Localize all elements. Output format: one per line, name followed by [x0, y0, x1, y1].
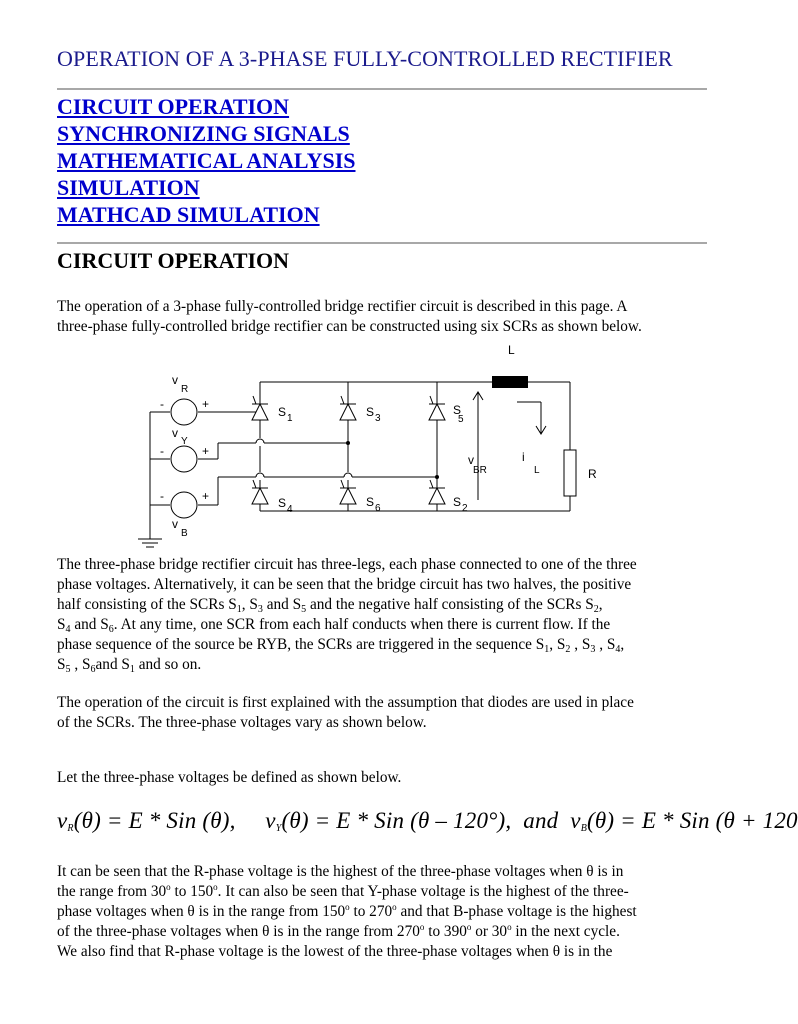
svg-text:B: B — [181, 528, 188, 539]
svg-text:BR: BR — [473, 465, 487, 476]
svg-text:3: 3 — [375, 413, 381, 424]
nav-link-synchronizing-signals[interactable]: SYNCHRONIZING SIGNALS — [57, 121, 350, 146]
resistor-label: R — [588, 467, 597, 481]
page-title: OPERATION OF A 3-PHASE FULLY-CONTROLLED RECTIFIER — [57, 46, 673, 71]
voltage-formula: $v_R(\theta) = E$ * Sin (θ), $v_Y(\theta) = E$ * Sin (θ – 120°), and $v_B(\theta) = E$ * Sin (θ + 120 — [57, 808, 798, 834]
svg-text:-: - — [160, 397, 164, 411]
svg-text:6: 6 — [375, 503, 381, 514]
scr-label-s6: S — [366, 495, 375, 509]
range-paragraph: It can be seen that the R-phase voltage is the highest of the three-phase voltages when θ is in the range from 30$^o$ to 150$^o$. It can also be seen that Y-phase voltage is the highest of the three- phase voltages when θ is in the range from 150$^o$ to 270$^o$ and that B-phase voltage is the highest of the three-phase voltages when θ is in the range from 270$^o$ to 390$^o$ or 30$^o$ in the next cycle. We also find that R-phase voltage is the lowest of the three-phase voltages when θ is in the — [57, 863, 637, 960]
vy-label: v — [172, 426, 178, 440]
svg-text:+: + — [202, 444, 210, 458]
il-label: i — [522, 450, 525, 464]
bridge-paragraph: The three-phase bridge rectifier circuit has three-legs, each phase connected to one of the three phase voltages. Alternatively, it can be seen that the bridge circuit has two halves, the positive half consisting of the SCRs $S_1$, $S_3$ and $S_5$ and the negative half consisting of the SCRs $S_2$, $S_4$ and $S_6$. At any time, one SCR from each half conducts when there is current flow. If the phase sequence of the source be RYB, the SCRs are triggered in the sequence $S_1$, $S_2$ , $S_3$ , $S_4$, $S_5$ , $S_6and$ $S_1$ and so on. — [57, 556, 637, 675]
svg-text:+: + — [202, 397, 210, 411]
svg-text:1: 1 — [287, 413, 293, 424]
bridge-rectifier-diagram — [132, 340, 612, 560]
nav-link-circuit-operation[interactable]: CIRCUIT OPERATION — [57, 94, 290, 119]
vbr-label: v — [468, 453, 474, 467]
divider-top — [57, 88, 707, 90]
nav-link-mathematical-analysis[interactable]: MATHEMATICAL ANALYSIS — [57, 148, 356, 173]
diodes-paragraph: The operation of the circuit is first explained with the assumption that diodes are used in place of the SCRs. The three-phase voltages vary as shown below. — [57, 694, 634, 731]
divider-section — [57, 242, 707, 244]
svg-text:R: R — [181, 384, 189, 395]
svg-text:5: 5 — [458, 414, 464, 425]
intro-paragraph: The operation of a 3-phase fully-controlled bridge rectifier circuit is described in this page. A three-phase fully-controlled bridge rectifier can be constructed using six SCRs as shown below. — [57, 298, 642, 335]
scr-label-s3: S — [366, 405, 375, 419]
scr-label-s1: S — [278, 405, 287, 419]
section-heading: CIRCUIT OPERATION — [57, 248, 290, 273]
vb-label: v — [172, 517, 178, 531]
svg-text:-: - — [160, 489, 164, 503]
inductor-symbol — [492, 376, 528, 388]
nav-link-simulation[interactable]: SIMULATION — [57, 175, 200, 200]
vr-label: v — [172, 373, 178, 387]
section-nav — [57, 94, 356, 229]
nav-link-mathcad-simulation[interactable]: MATHCAD SIMULATION — [57, 202, 320, 227]
svg-text:4: 4 — [287, 504, 293, 515]
svg-text:-: - — [160, 444, 164, 458]
scr-label-s2: S — [453, 495, 462, 509]
scr-label-s4: S — [278, 496, 287, 510]
svg-text:2: 2 — [462, 503, 468, 514]
svg-text:L: L — [534, 465, 540, 476]
define-paragraph: Let the three-phase voltages be defined as shown below. — [57, 769, 402, 786]
scr-label-s5: S — [453, 403, 462, 417]
inductor-label: L — [508, 343, 515, 357]
svg-text:Y: Y — [181, 436, 188, 447]
svg-text:+: + — [202, 489, 210, 503]
